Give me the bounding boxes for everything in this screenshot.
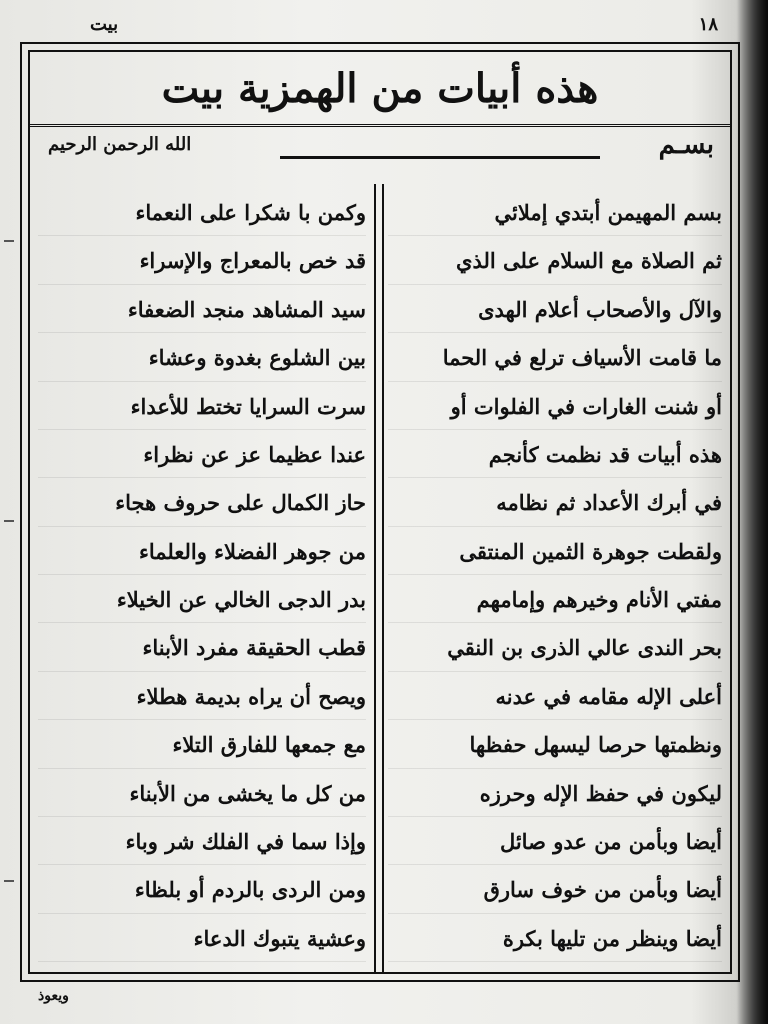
- page-title: هذه أبيات من الهمزية بيت: [161, 64, 599, 112]
- right-verse-8: ولقطت جوهرة الثمين المنتقى: [388, 527, 722, 575]
- left-verse-13: من كل ما يخشى من الأبناء: [38, 769, 366, 817]
- basmala-lead: بسـم: [658, 130, 714, 160]
- right-verse-12: ونظمتها حرصا ليسهل حفظها: [388, 720, 722, 768]
- left-verse-1: وكمن با شكرا على النعماء: [38, 188, 366, 236]
- left-verse-16: وعشية يتبوك الدعاء: [38, 914, 366, 962]
- right-column: [380, 184, 730, 972]
- right-verse-9: مفتي الأنام وخيرهم وإمامهم: [388, 575, 722, 623]
- column-divider: [374, 184, 384, 972]
- left-verse-9: بدر الدجى الخالي عن الخيلاء: [38, 575, 366, 623]
- left-verse-14: وإذا سما في الفلك شر وباء: [38, 817, 366, 865]
- catchword: ويعوذ: [38, 988, 69, 1004]
- right-verse-7: في أبرك الأعداد ثم نظامه: [388, 478, 722, 526]
- basmala-rest: الله الرحمن الرحيم: [48, 134, 192, 155]
- left-verse-15: ومن الردى بالردم أو بلظاء: [38, 865, 366, 913]
- right-verse-5: أو شنت الغارات في الفلوات أو: [388, 382, 722, 430]
- left-verse-2: قد خص بالمعراج والإسراء: [38, 236, 366, 284]
- margin-tick-mark: [4, 240, 14, 242]
- basmala-row: [30, 130, 730, 178]
- margin-tick-mark: [4, 880, 14, 882]
- binding-shadow: [736, 0, 768, 1024]
- left-column: [30, 184, 374, 972]
- right-verse-11: أعلى الإله مقامه في عدنه: [388, 672, 722, 720]
- title-band: [30, 52, 730, 127]
- right-verse-14: أيضا وبأمن من عدو صائل: [388, 817, 722, 865]
- right-verse-4: ما قامت الأسياف ترلع في الحما: [388, 333, 722, 381]
- right-verse-10: بحر الندى عالي الذرى بن النقي: [388, 623, 722, 671]
- left-verse-12: مع جمعها للفارق التلاء: [38, 720, 366, 768]
- left-verse-4: بين الشلوع بغدوة وعشاء: [38, 333, 366, 381]
- right-verse-13: ليكون في حفظ الإله وحرزه: [388, 769, 722, 817]
- left-verse-10: قطب الحقيقة مفرد الأبناء: [38, 623, 366, 671]
- right-verse-2: ثم الصلاة مع السلام على الذي: [388, 236, 722, 284]
- running-head-page-number: ١٨: [698, 14, 718, 35]
- running-head-left: بيت: [90, 14, 119, 35]
- right-verse-3: والآل والأصحاب أعلام الهدى: [388, 285, 722, 333]
- text-frame-inner: [28, 50, 732, 974]
- right-verse-15: أيضا وبأمن من خوف سارق: [388, 865, 722, 913]
- basmala-extension-stroke: [280, 156, 600, 159]
- right-verse-1: بسم المهيمن أبتدي إملائي: [388, 188, 722, 236]
- left-verse-5: سرت السرايا تختط للأعداء: [38, 382, 366, 430]
- right-verse-6: هذه أبيات قد نظمت كأنجم: [388, 430, 722, 478]
- left-verse-6: عندا عظيما عز عن نظراء: [38, 430, 366, 478]
- right-verse-16: أيضا وينظر من تليها بكرة: [388, 914, 722, 962]
- left-verse-3: سيد المشاهد منجد الضعفاء: [38, 285, 366, 333]
- left-verse-11: ويصح أن يراه بديمة هطلاء: [38, 672, 366, 720]
- text-frame: [20, 42, 740, 982]
- margin-tick-mark: [4, 520, 14, 522]
- left-verse-7: حاز الكمال على حروف هجاء: [38, 478, 366, 526]
- verse-columns: [30, 184, 730, 972]
- left-verse-8: من جوهر الفضلاء والعلماء: [38, 527, 366, 575]
